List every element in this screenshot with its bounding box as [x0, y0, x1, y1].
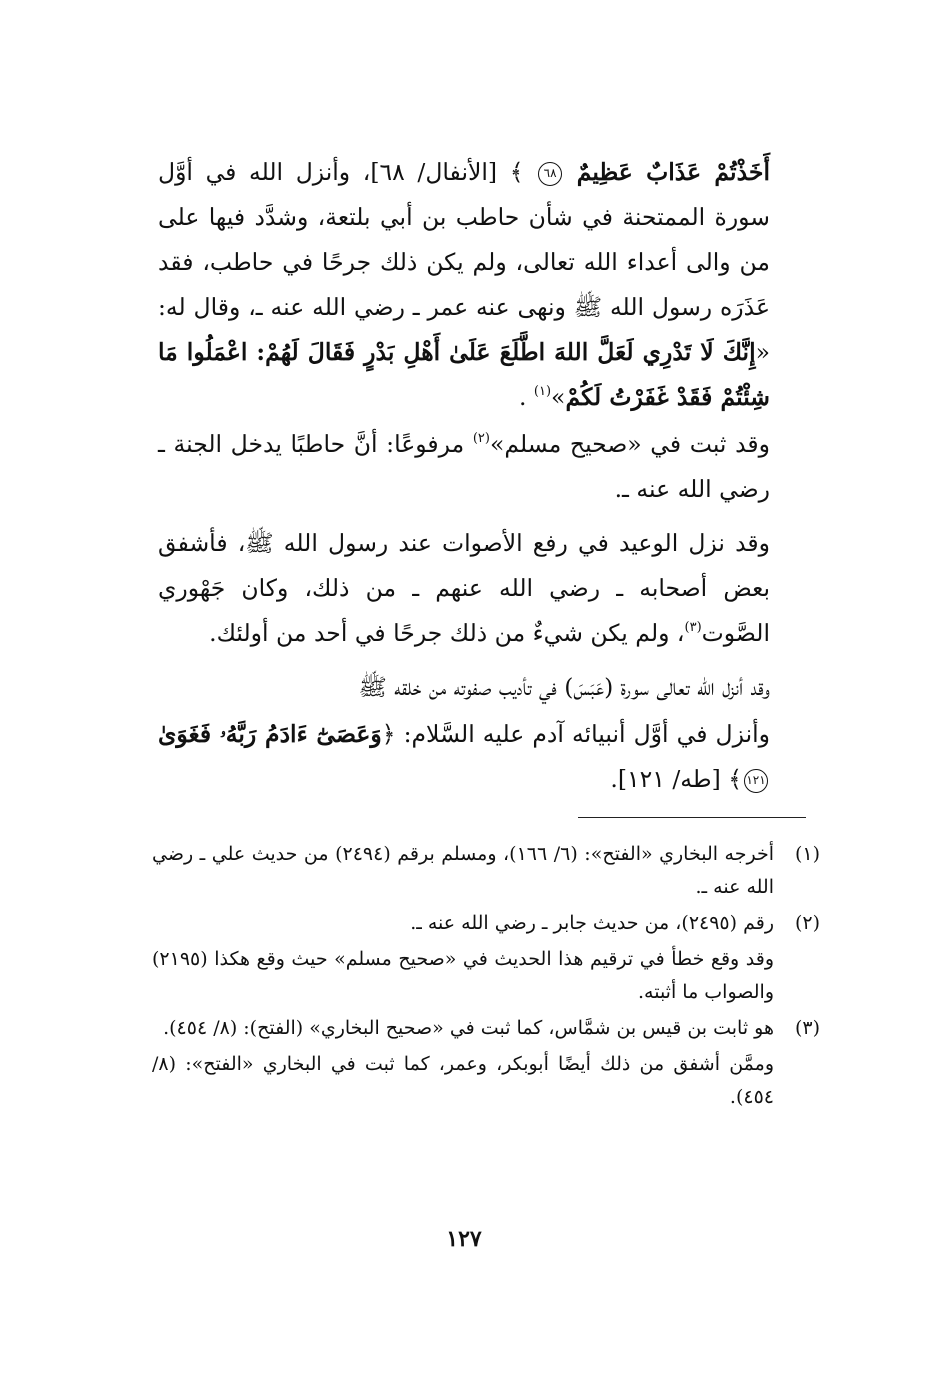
footnote-text: أخرجه البخاري «الفتح»: (٦/ ١٦٦)، ومسلم برقم (٢٤٩٤) من حديث علي ـ رضي الله عنه ـ. [152, 843, 775, 898]
paragraph-1 [158, 150, 770, 420]
footnote-ref[interactable]: (٢) [472, 431, 490, 446]
footnote-number: (٣) [794, 1017, 820, 1039]
main-text [158, 150, 770, 811]
paragraph-text: مرفوعًا: أنَّ حاطبًا يدخل الجنة ـ رضي الله عنه ـ. [158, 430, 770, 503]
verse-number-marker: ٦٨ [538, 162, 562, 186]
page-number: ١٢٧ [446, 1226, 482, 1252]
paragraph-text: ﴾ [الأنفال/ ٦٨]، وأنزل الله في أوَّل سورة الممتحنة في شأن حاطب بن أبي بلتعة، وشدَّد فيها على من والى أعداء الله تعالى، ولم يكن ذلك جرحًا في حاطب، فقد عَذَرَه رسول الله ﷺ ونهى عنه عمر ـ رضي الله عنه ـ، وقال له: « [158, 158, 770, 366]
paragraph-3 [158, 521, 770, 656]
footnote-number: (١) [794, 843, 820, 865]
paragraph-text: وأنزل في أوَّل أنبيائه آدم عليه السَّلام: ﴿ [381, 720, 770, 748]
footnote-ref[interactable]: (٣) [684, 620, 702, 635]
footnote-1 [152, 838, 820, 904]
quote-close: » [551, 383, 566, 411]
quran-quote: وَعَصَىٰٓ ءَادَمُ رَبَّهُۥ فَغَوَىٰ [158, 720, 382, 748]
footnote-2 [152, 907, 820, 940]
footnote-3 [152, 1012, 820, 1045]
verse-number-marker: ١٢١ [744, 769, 768, 793]
footnote-text: هو ثابت بن قيس بن شمَّاس، كما ثبت في «صحيح البخاري» (الفتح): (٨/ ٤٥٤). [163, 1017, 774, 1039]
footnote-number: (٢) [794, 912, 820, 934]
footnote-text: رقم (٢٤٩٥)، من حديث جابر ـ رضي الله عنه ـ. [410, 912, 774, 934]
footnote-divider [578, 817, 806, 818]
footnote-3-continuation: وممَّن أشفق من ذلك أيضًا أبوبكر، وعمر، كما ثبت في البخاري «الفتح»: (٨/ ٤٥٤). [152, 1053, 774, 1108]
paragraph-text: وقد ثبت في «صحيح مسلم» [489, 430, 770, 458]
paragraph-text: ، ولم يكن شيءٌ من ذلك جرحًا في أحد من أولئك. [209, 619, 685, 647]
paragraph-end: . [518, 383, 534, 411]
paragraph-5 [158, 712, 770, 802]
paragraph-2 [158, 422, 770, 512]
quran-quote: أَخَذْتُمْ عَذَابٌ عَظِيمٌ [576, 158, 770, 186]
footnotes [152, 838, 820, 1117]
footnote-2-continuation: وقد وقع خطأ في ترقيم هذا الحديث في «صحيح مسلم» حيث وقع هكذا (٢١٩٥) والصواب ما أثبته. [152, 948, 774, 1003]
paragraph-text: وقد نزل الوعيد في رفع الأصوات عند رسول الله ﷺ، فأشفق بعض أصحابه ـ رضي الله عنهم ـ من ذلك، وكان جَهْوري الصَّوت [158, 529, 770, 647]
paragraph-4: وقد أنزل الله تعالى سورة (عَبَسَ) في تأديب صفوته من خلقه ﷺ [358, 673, 770, 701]
footnote-ref[interactable]: (١) [533, 384, 552, 399]
hadith-quote: إِنَّكَ لَا تَدْرِي لَعَلَّ اللهَ اطَّلَعَ عَلَىٰ أَهْلِ بَدْرٍ فَقَالَ لَهُمْ: اعْمَلُوا مَا شِئْتُمْ فَقَدْ غَفَرْتُ لَكُمْ [158, 338, 770, 411]
paragraph-text: ﴾ [طه/ ١٢١]. [610, 765, 742, 793]
